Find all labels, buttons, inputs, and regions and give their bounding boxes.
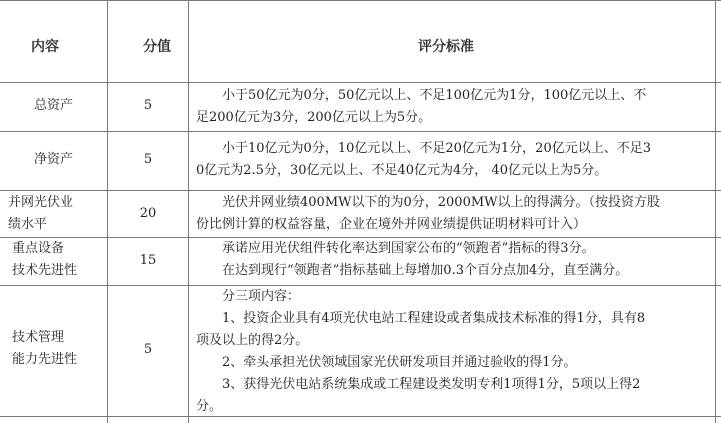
row-criteria [196, 286, 716, 418]
row-divider [0, 190, 721, 191]
criteria-line: 项及以上的得2分。 [196, 333, 309, 348]
criteria-line: 足200亿元为3分，200亿元以上为5分。 [196, 110, 432, 125]
row-name-line: 绩水平 [8, 217, 48, 232]
row-criteria [196, 238, 716, 282]
criteria-line: 份比例计算的权益容量，企业在境外并网业绩提供证明材料可计入） [196, 217, 587, 232]
row-name-line: 技术先进性 [12, 263, 78, 278]
criteria-line: 0亿元为2.5分，30亿元以上、不足40亿元为4分， 40亿元以上为5分。 [196, 163, 608, 178]
row-divider [0, 82, 721, 83]
row-divider [0, 131, 721, 132]
header-content: 内容 [31, 39, 59, 55]
column-divider [188, 0, 189, 423]
criteria-line: 小于50亿元为0分，50亿元以上、不足100亿元为1分，100亿元以上、不 [196, 88, 647, 103]
table-border-top [0, 0, 721, 1]
row-name-line: 总资产 [33, 98, 73, 113]
criteria-line: 1、投资企业具有4项光伏电站工程建设或者集成技术标准的得1分，具有8 [196, 311, 646, 326]
criteria-line: 分三项内容： [196, 289, 301, 304]
row-name [0, 95, 107, 117]
row-name [0, 149, 107, 171]
header-criteria: 评分标准 [418, 39, 474, 55]
row-name-line: 技术管理 [12, 330, 65, 345]
criteria-line: 分。 [196, 399, 223, 414]
row-name-line: 重点设备 [12, 241, 65, 256]
row-score: 20 [139, 206, 157, 221]
row-name-line: 并网光伏业 [8, 195, 74, 210]
row-score: 5 [143, 98, 153, 113]
criteria-line: 承诺应用光伏组件转化率达到国家公布的“领跑者”指标的得3分。 [196, 241, 595, 256]
criteria-line: 小于10亿元为0分，10亿元以上、不足20亿元为1分，20亿元以上、不足3 [196, 141, 651, 156]
row-criteria [196, 138, 716, 182]
criteria-line: 2、牵头承担光伏领域国家光伏研发项目并通过验收的得1分。 [196, 355, 577, 370]
row-name-line: 能力先进性 [12, 352, 78, 367]
row-criteria [196, 85, 716, 129]
row-name [12, 327, 119, 371]
row-name [8, 192, 115, 236]
row-criteria [196, 192, 716, 236]
row-score: 5 [143, 342, 153, 357]
row-name [12, 238, 119, 282]
row-score: 5 [143, 152, 153, 167]
row-score: 15 [139, 253, 157, 268]
criteria-line: 3、获得光伏电站系统集成或工程建设类发明专利1项得1分，5项以上得2 [196, 377, 641, 392]
row-name-line: 净资产 [33, 152, 73, 167]
criteria-line: 在达到现行“领跑者”指标基础上每增加0.3个百分点加4分，直至满分。 [196, 263, 629, 278]
header-score: 分值 [143, 39, 171, 55]
criteria-line: 光伏并网业绩400MW以下的为0分，2000MW以上的得满分。（按投资方股 [196, 195, 661, 210]
